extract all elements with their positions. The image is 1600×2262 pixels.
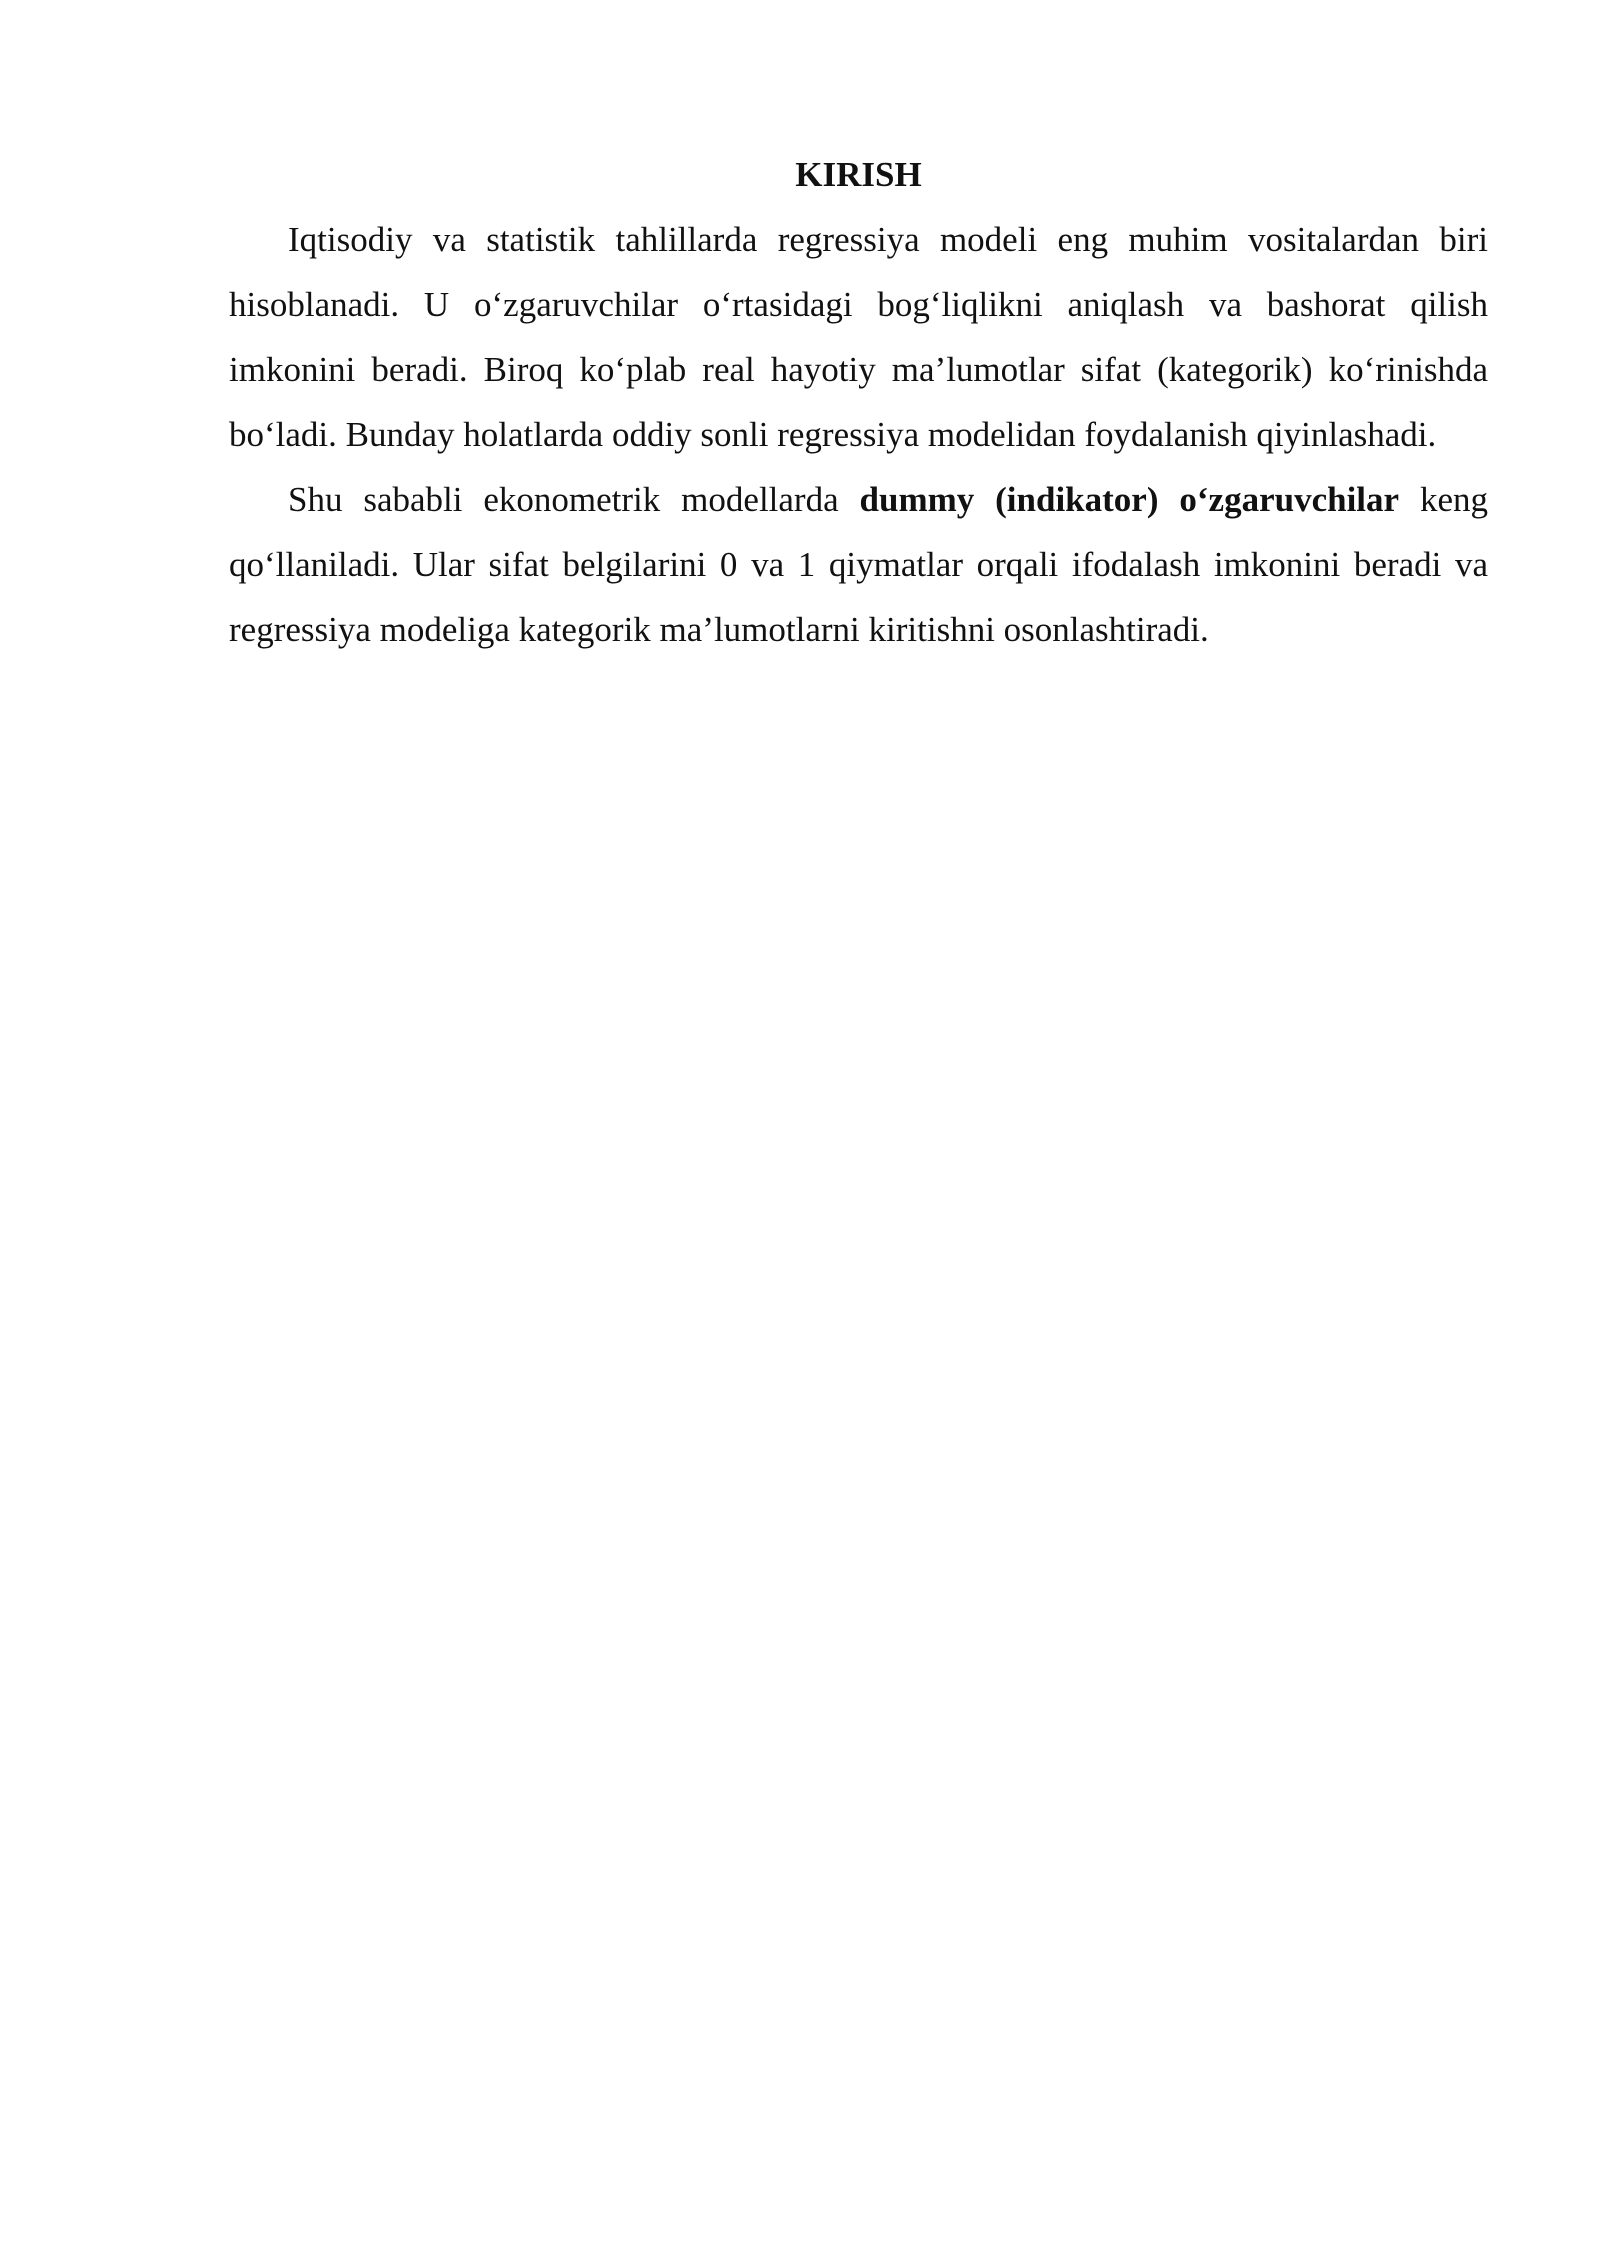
- paragraph-2-text-after: keng qo‘llaniladi. Ular sifat belgilarini 0 va 1 qiymatlar orqali ifodalash imkonini beradi va regressiya modeliga kategorik ma’lumotlarni kiritishni osonlashtiradi.: [229, 480, 1488, 649]
- document-body: [229, 150, 1488, 662]
- paragraph-dummy-variables: [229, 467, 1488, 662]
- paragraph-intro: Iqtisodiy va statistik tahlillarda regressiya modeli eng muhim vositalardan biri hisoblanadi. U o‘zgaruvchilar o‘rtasidagi bog‘liqlikni aniqlash va bashorat qilish imkonini beradi. Biroq ko‘plab real hayotiy ma’lumotlar sifat (kategorik) ko‘rinishda bo‘ladi. Bunday holatlarda oddiy sonli regressiya modelidan foydalanish qiyinlashadi.: [229, 220, 1488, 454]
- paragraph-2-bold-term: dummy (indikator) o‘zgaruvchilar: [859, 480, 1400, 519]
- paragraph-2-text-before: Shu sababli ekonometrik modellarda: [288, 480, 860, 519]
- section-heading: KIRISH: [795, 155, 922, 194]
